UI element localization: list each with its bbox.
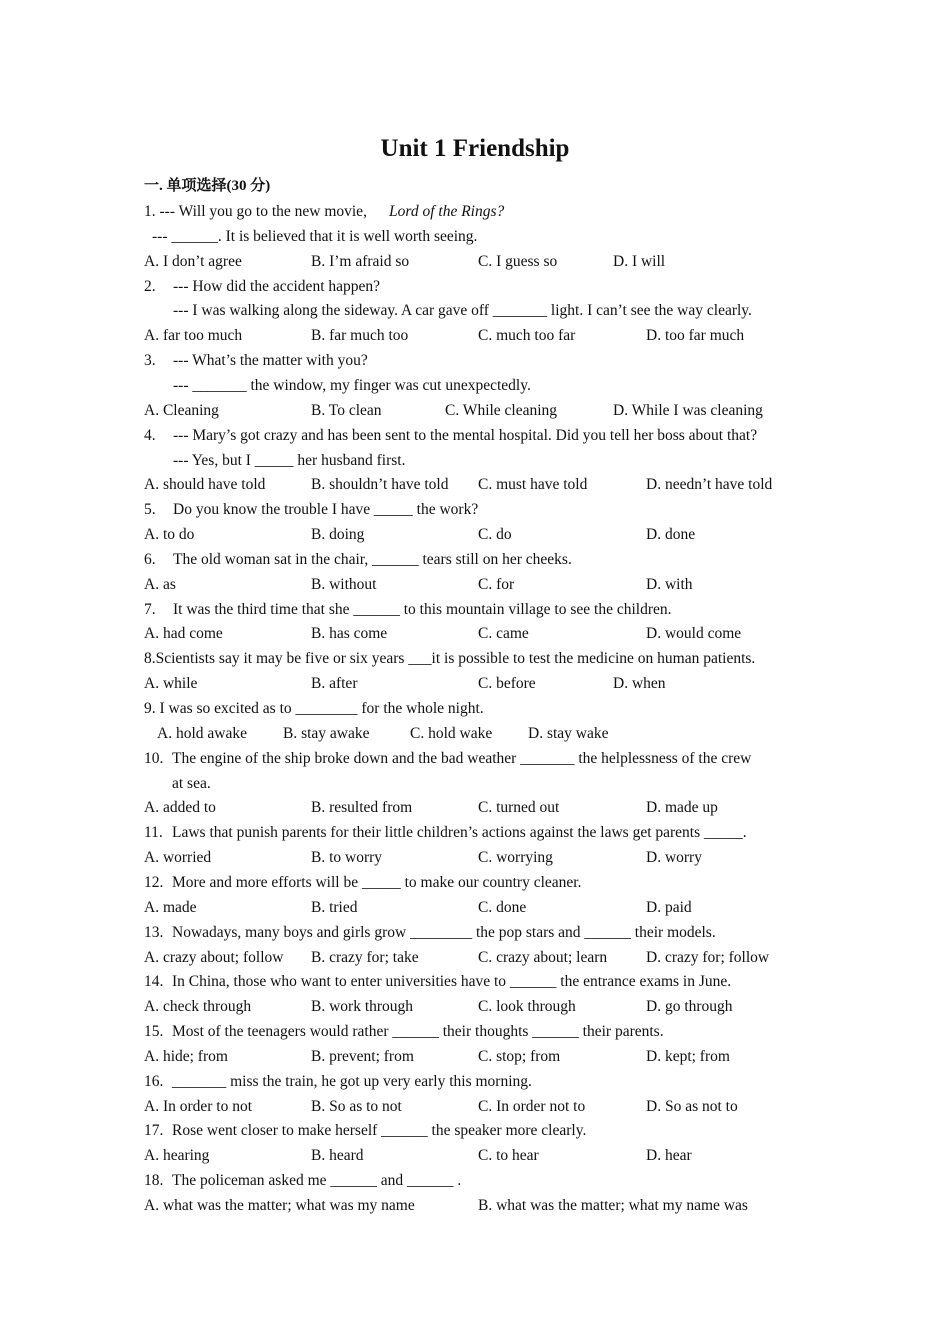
answer-option: C. stop; from — [478, 1047, 561, 1065]
answer-option: A. far too much — [144, 327, 243, 345]
answer-option: B. I’m afraid so — [311, 252, 410, 270]
text-line — [0, 1143, 950, 1168]
answer-option: A. hide; from — [144, 1047, 228, 1065]
answer-option: B. has come — [311, 625, 388, 643]
text-line — [0, 969, 950, 994]
answer-option: C. turned out — [478, 799, 560, 817]
text-line — [0, 323, 950, 348]
text-line — [0, 746, 950, 771]
answer-option: A. had come — [144, 625, 223, 643]
answer-option: B. To clean — [311, 401, 382, 419]
answer-option: A. made — [144, 898, 197, 916]
answer-option: A. should have told — [144, 476, 266, 494]
text-line — [0, 646, 950, 671]
answer-option: B. shouldn’t have told — [311, 476, 449, 494]
question-number: 3. — [144, 352, 156, 370]
text-line — [0, 224, 950, 249]
answer-option: C. done — [478, 898, 527, 916]
text-line — [0, 274, 950, 299]
text-line — [0, 870, 950, 895]
answer-option: D. go through — [646, 998, 733, 1016]
answer-option: B. after — [311, 675, 358, 693]
answer-option: A. to do — [144, 526, 195, 544]
text-line — [0, 621, 950, 646]
answer-option: C. look through — [478, 998, 576, 1016]
question-text: --- Mary’s got crazy and has been sent to the mental hospital. Did you tell her boss about that? — [173, 426, 758, 444]
answer-option: C. do — [478, 526, 512, 544]
answer-option: A. crazy about; follow — [144, 948, 284, 966]
text-line — [0, 1069, 950, 1094]
question-number: 14. — [144, 973, 164, 991]
answer-option: A. Cleaning — [144, 401, 219, 419]
question-text: _______ miss the train, he got up very early this morning. — [172, 1072, 532, 1090]
answer-option: C. hold wake — [410, 724, 493, 742]
question-text: The engine of the ship broke down and the bad weather _______ the helplessness of the crew — [172, 749, 752, 767]
question-text: --- How did the accident happen? — [173, 277, 381, 295]
answer-option: B. crazy for; take — [311, 948, 419, 966]
answer-option: B. far much too — [311, 327, 409, 345]
text-line — [0, 448, 950, 473]
text-line — [0, 721, 950, 746]
question-number: 11. — [144, 824, 163, 842]
text-line — [0, 1193, 950, 1218]
text-line — [0, 398, 950, 423]
answer-option: D. I will — [613, 252, 666, 270]
answer-option: B. resulted from — [311, 799, 413, 817]
question-number: 17. — [144, 1122, 164, 1140]
text-line — [0, 497, 950, 522]
question-number: 6. — [144, 550, 156, 568]
answer-option: D. stay wake — [528, 724, 609, 742]
question-number: 5. — [144, 501, 156, 519]
answer-option: B. heard — [311, 1147, 364, 1165]
question-number: 4. — [144, 426, 156, 444]
text-line — [0, 298, 950, 323]
text-line — [0, 845, 950, 870]
answer-option: D. would come — [646, 625, 742, 643]
text-line — [0, 522, 950, 547]
answer-option: D. So as not to — [646, 1097, 738, 1115]
answer-option: D. needn’t have told — [646, 476, 773, 494]
text-line — [0, 1168, 950, 1193]
answer-option: D. worry — [646, 849, 702, 867]
answer-option: A. check through — [144, 998, 252, 1016]
answer-option: C. before — [478, 675, 536, 693]
question-text: It was the third time that she ______ to this mountain village to see the children. — [173, 600, 672, 618]
question-text: --- _______ the window, my finger was cut unexpectedly. — [173, 376, 531, 394]
answer-option: D. too far much — [646, 327, 745, 345]
text-line — [0, 771, 950, 796]
answer-option: C. crazy about; learn — [478, 948, 608, 966]
question-text: The old woman sat in the chair, ______ tears still on her cheeks. — [173, 550, 572, 568]
answer-option: D. done — [646, 526, 696, 544]
answer-option: A. worried — [144, 849, 212, 867]
question-text: Rose went closer to make herself ______ the speaker more clearly. — [172, 1122, 587, 1140]
question-number: 10. — [144, 749, 164, 767]
answer-option: A. hold awake — [157, 724, 247, 742]
text-line — [0, 994, 950, 1019]
answer-option: B. what was the matter; what my name was — [478, 1197, 748, 1214]
question-number: 16. — [144, 1072, 164, 1090]
question-text: --- ______. It is believed that it is well worth seeing. — [152, 227, 478, 245]
text-line — [0, 895, 950, 920]
answer-option: C. I guess so — [478, 252, 558, 270]
question-number: 7. — [144, 600, 156, 618]
answer-option: B. prevent; from — [311, 1047, 414, 1065]
answer-option: D. when — [613, 675, 666, 693]
answer-option: D. with — [646, 575, 693, 593]
answer-option: B. tried — [311, 898, 358, 916]
text-line — [0, 1118, 950, 1143]
answer-option: A. I don’t agree — [144, 252, 242, 270]
text-line — [0, 795, 950, 820]
answer-option: D. paid — [646, 898, 692, 916]
question-text: The policeman asked me ______ and ______ . — [172, 1172, 462, 1190]
text-line — [0, 671, 950, 696]
answer-option: A. added to — [144, 799, 216, 817]
question-number: 2. — [144, 277, 156, 295]
text-line — [0, 423, 950, 448]
answer-option: B. So as to not — [311, 1097, 402, 1115]
page-title: Unit 1 Friendship — [380, 135, 570, 162]
answer-option: D. crazy for; follow — [646, 948, 770, 966]
question-text: --- What’s the matter with you? — [173, 352, 368, 370]
question-number: 12. — [144, 873, 164, 891]
section-heading: 一. 单项选择(30 分) — [144, 178, 271, 194]
question-number: 13. — [144, 923, 164, 941]
question-text: Do you know the trouble I have _____ the work? — [173, 501, 479, 519]
answer-option: A. hearing — [144, 1147, 210, 1165]
answer-option: B. work through — [311, 998, 414, 1016]
answer-option: A. what was the matter; what was my name — [144, 1197, 415, 1214]
question-text: 8.Scientists say it may be five or six years ___it is possible to test the medicine on human patients. — [144, 650, 756, 668]
answer-option: C. came — [478, 625, 529, 643]
answer-option: A. as — [144, 575, 176, 593]
text-line — [0, 1044, 950, 1069]
answer-option: A. while — [144, 675, 198, 693]
question-text: --- Yes, but I _____ her husband first. — [173, 451, 406, 469]
answer-option: C. worrying — [478, 849, 553, 867]
question-number: 18. — [144, 1172, 164, 1190]
text-line — [0, 373, 950, 398]
question-text: at sea. — [172, 774, 211, 792]
text-line — [0, 597, 950, 622]
text-line — [0, 249, 950, 274]
answer-option: A. In order to not — [144, 1097, 253, 1115]
question-text: --- I was walking along the sideway. A car gave off _______ light. I can’t see the way clearly. — [173, 302, 752, 320]
text-line — [0, 920, 950, 945]
question-text: Nowadays, many boys and girls grow ________ the pop stars and ______ their models. — [172, 923, 716, 941]
text-line — [0, 820, 950, 845]
question-text: 9. I was so excited as to ________ for the whole night. — [144, 700, 484, 717]
answer-option: C. for — [478, 575, 515, 593]
question-text: Most of the teenagers would rather ______ their thoughts ______ their parents. — [172, 1023, 664, 1041]
question-text: In China, those who want to enter universities have to ______ the entrance exams in June. — [172, 973, 732, 991]
answer-option: B. without — [311, 575, 377, 593]
answer-option: D. hear — [646, 1147, 692, 1165]
text-line — [0, 199, 950, 224]
text-line — [0, 572, 950, 597]
text-line — [0, 547, 950, 572]
question-text: 1. --- Will you go to the new movie, — [144, 203, 371, 220]
answer-option: D. While I was cleaning — [613, 401, 763, 419]
question-text: Lord of the Rings? — [389, 203, 505, 220]
answer-option: C. must have told — [478, 476, 588, 494]
text-line — [0, 348, 950, 373]
question-number: 15. — [144, 1023, 164, 1041]
text-line — [0, 1094, 950, 1119]
text-line — [0, 1019, 950, 1044]
answer-option: C. While cleaning — [445, 401, 558, 419]
text-line — [0, 945, 950, 970]
text-line — [0, 696, 950, 721]
answer-option: B. stay awake — [283, 724, 370, 742]
text-line — [0, 472, 950, 497]
question-text: Laws that punish parents for their little children’s actions against the laws get parents _____. — [172, 824, 747, 842]
answer-option: D. made up — [646, 799, 718, 817]
answer-option: D. kept; from — [646, 1047, 730, 1065]
answer-option: B. to worry — [311, 849, 383, 867]
answer-option: C. much too far — [478, 327, 576, 345]
answer-option: C. In order not to — [478, 1097, 586, 1115]
answer-option: C. to hear — [478, 1147, 539, 1165]
answer-option: B. doing — [311, 526, 365, 544]
question-text: More and more efforts will be _____ to make our country cleaner. — [172, 873, 582, 891]
